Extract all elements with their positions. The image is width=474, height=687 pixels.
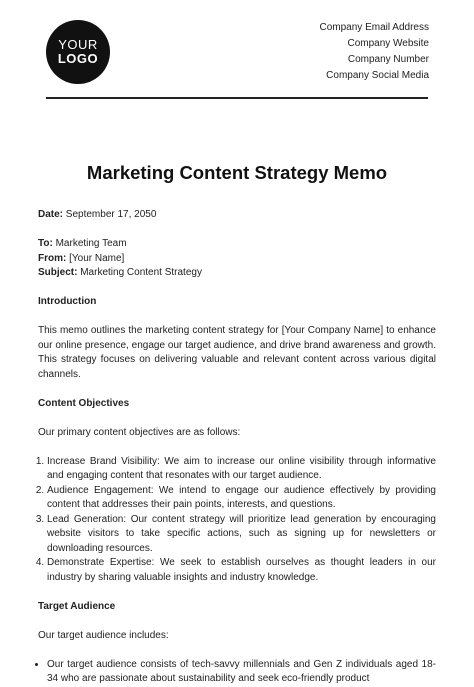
subject-line <box>38 266 436 281</box>
audience-intro: Our target audience includes: <box>38 629 169 641</box>
to-line <box>38 237 436 252</box>
audience-heading: Target Audience <box>38 600 116 612</box>
from-value: [Your Name] <box>66 252 125 264</box>
memo-body <box>38 208 436 687</box>
objectives-heading: Content Objectives <box>38 397 130 409</box>
company-logo <box>46 20 110 84</box>
memo-title: Marketing Content Strategy Memo <box>86 162 388 183</box>
company-contact-block <box>320 20 430 84</box>
list-item: 4. Demonstrate Expertise: We seek to establish ourselves as thought leaders in our industry by sharing valuable insights and industry knowledge. <box>47 556 436 585</box>
company-number: Company Number <box>347 54 429 65</box>
company-social: Company Social Media <box>326 70 429 81</box>
list-item: • Our target audience consists of tech-savvy millennials and Gen Z individuals aged 18-34 who are passionate about sustainability and seek eco-friendly product <box>47 658 436 687</box>
introduction-body: This memo outlines the marketing content strategy for [Your Company Name] to enhance our online presence, engage our target audience, and drive brand awareness and growth. This strategy focuses on delivering valuable and relevant content across various digital channels. <box>38 325 436 380</box>
date-line <box>38 208 436 223</box>
date-label: Date: <box>38 209 64 220</box>
header-divider <box>46 97 428 99</box>
logo-line-2: LOGO <box>57 51 99 66</box>
from-label: From: <box>38 252 67 264</box>
logo-line-1: YOUR <box>58 37 98 53</box>
company-website: Company Website <box>347 38 429 49</box>
subject-value: Marketing Content Strategy <box>77 267 202 278</box>
date-value: September 17, 2050 <box>63 209 157 220</box>
list-item: 2. Audience Engagement: We intend to engage our audience effectively by providing content that addresses their pain points, interests, and questions. <box>47 484 436 513</box>
from-line <box>38 252 436 267</box>
to-label: To: <box>38 238 53 249</box>
introduction-heading: Introduction <box>38 296 97 307</box>
list-item: 1. Increase Brand Visibility: We aim to increase our online visibility through informative and engaging content that resonates with our target audience. <box>47 455 436 484</box>
subject-label: Subject: <box>38 267 78 278</box>
objectives-intro: Our primary content objectives are as follows: <box>38 426 241 438</box>
list-item: 3. Lead Generation: Our content strategy will prioritize lead generation by encouraging website visitors to take specific actions, such as signing up for newsletters or downloading resources. <box>47 513 436 557</box>
to-value: Marketing Team <box>52 238 127 249</box>
objectives-list <box>38 455 436 586</box>
company-email: Company Email Address <box>319 22 429 33</box>
audience-list <box>38 658 436 687</box>
